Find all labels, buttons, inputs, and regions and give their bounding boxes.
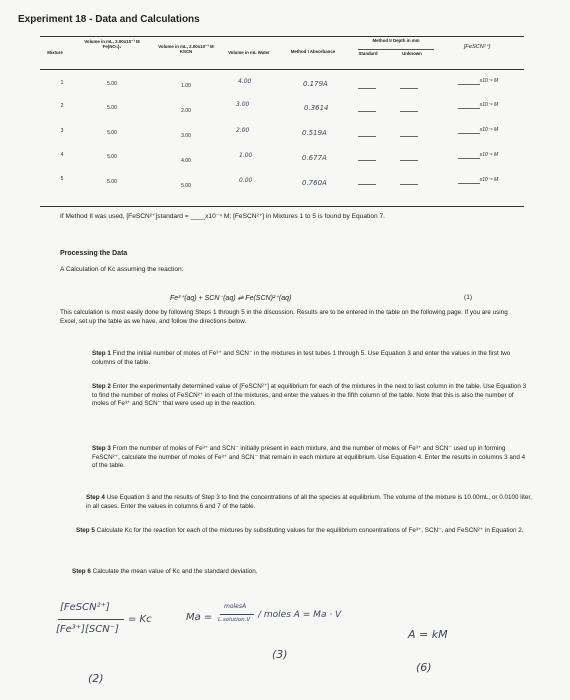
mixture-number: 5 bbox=[60, 176, 64, 182]
header-standard: Standard bbox=[358, 51, 378, 56]
kscn-volume-value: 4.00 bbox=[181, 158, 191, 164]
concentration-unit: x10⁻⁴ M bbox=[479, 102, 499, 108]
step-label: Step 6 bbox=[72, 568, 91, 575]
standard-blank bbox=[358, 88, 376, 89]
table-header-rule bbox=[40, 69, 524, 70]
unknown-blank bbox=[400, 111, 418, 112]
kc-denominator: [Fe³⁺][SCN⁻] bbox=[56, 624, 119, 635]
step-6 bbox=[72, 568, 532, 577]
kscn-volume-value: 2.00 bbox=[181, 108, 191, 114]
step-label: Step 2 bbox=[92, 383, 111, 390]
table-bottom-rule bbox=[40, 206, 524, 207]
concentration-unit: x10⁻⁴ M bbox=[479, 127, 499, 133]
header-kscn-volume: Volume in mL, 2.00x10⁻³ M KSCN bbox=[158, 44, 214, 55]
concentration-blank bbox=[458, 84, 480, 85]
kc-numerator: [FeSCN²⁺] bbox=[60, 602, 110, 613]
step-1 bbox=[92, 350, 532, 367]
fe-volume-value: 5.00 bbox=[107, 81, 117, 87]
step-text: Find the initial number of moles of Fe³⁺ and SCN⁻ in the mixtures in test tubes 1 through 5. Use Equation 3 and enter the values in the first two columns of the table. bbox=[92, 350, 511, 366]
concentration-blank bbox=[458, 133, 480, 134]
molarity-fraction-bar bbox=[220, 614, 254, 615]
beer-law: A = kM bbox=[408, 628, 448, 641]
intro-paragraph: This calculation is most easily done by following Steps 1 through 5 in the discussion. Results are to be entered in the table on the following page. If you are using Excel, set up the table as we have, and follow the directions below. bbox=[60, 309, 508, 325]
step-label: Step 1 bbox=[92, 350, 111, 357]
concentration-blank bbox=[458, 108, 480, 109]
header-method2: Method II Depth in mm bbox=[372, 38, 420, 43]
step-label: Step 5 bbox=[76, 527, 95, 534]
absorbance-value: 0.677A bbox=[302, 154, 327, 162]
equation-1-number: (1) bbox=[464, 294, 473, 301]
kscn-volume-value: 3.00 bbox=[181, 133, 191, 139]
concentration-blank bbox=[458, 183, 480, 184]
mixture-number: 4 bbox=[60, 152, 64, 158]
section-a-heading: A Calculation of Kc assuming the reaction: bbox=[60, 266, 184, 273]
concentration-unit: x10⁻⁴ M bbox=[479, 152, 499, 158]
unknown-blank bbox=[400, 88, 418, 89]
fe-volume-value: 5.00 bbox=[107, 154, 117, 160]
standard-blank bbox=[358, 136, 376, 137]
step-text: Calculate Kc for the reaction for each of the mixtures by substituting values for the equilibrium concentrations of Fe³⁺, SCN⁻, and FeSCN²⁺ in Equation 2. bbox=[96, 527, 524, 534]
equation-6-label: (6) bbox=[416, 661, 432, 674]
equation-2-label: (2) bbox=[88, 672, 104, 685]
absorbance-value: 0.179A bbox=[303, 80, 328, 88]
step-text: Enter the experimentally determined value of [FeSCN²⁺] at equilibrium for each of the mixtures in the next to last column in the table. Use Equation 3 to find the number of moles of FeSCN²⁺ in each of the mixtures, and enter the values in the fifth column of the table. Note that this is also the number of moles of Fe³⁺ and SCN⁻ that were used up in the reaction. bbox=[92, 383, 527, 408]
mixture-number: 3 bbox=[60, 128, 64, 134]
water-volume-value: 2.00 bbox=[236, 127, 250, 134]
kscn-volume-value: 5.00 bbox=[181, 183, 191, 189]
header-fe-volume: Volume in mL, 2.00x10⁻³ M Fe(NO₃)₃ bbox=[84, 39, 140, 50]
fe-volume-value: 5.00 bbox=[107, 105, 117, 111]
header-unknown: Unknown bbox=[402, 51, 422, 56]
equation-1: Fe³⁺(aq) + SCN⁻(aq) ⇌ Fe(SCN)²⁺(aq) bbox=[170, 295, 292, 302]
step-text: Use Equation 3 and the results of Step 3 to find the concentrations of all the species at equilibrium. The volume of the mixture is 10.00mL, or 0.0100 liter, in all cases. Enter the values in columns 6 and 7 of the table. bbox=[86, 494, 532, 510]
header-mixture: Mixture bbox=[47, 50, 63, 55]
molarity-numerator: molesA bbox=[224, 603, 247, 610]
concentration-unit: x10⁻⁴ M bbox=[479, 78, 499, 84]
step-text: From the number of moles of Fe³⁺ and SCN⁻ initially present in each mixture, and the number of moles of Fe³⁺ and SCN⁻ used up in forming FeSCN²⁺, calculate the number of moles of Fe³⁺ and SCN⁻ that remain in each mixture at equilibrium. Use Equation 4. Enter the results in columns 3 and 4 of the table. bbox=[92, 445, 526, 470]
step-label: Step 4 bbox=[86, 494, 105, 501]
table-top-rule bbox=[40, 36, 524, 37]
method2-note: If Method II was used, [FeSCN²⁺]standard = ____x10⁻⁴ M; [FeSCN²⁺] in Mixtures 1 to 5 is found by Equation 7. bbox=[60, 213, 385, 220]
concentration-blank bbox=[458, 158, 480, 159]
absorbance-value: 0.519A bbox=[302, 129, 327, 137]
standard-blank bbox=[358, 160, 376, 161]
absorbance-value: 0.3614 bbox=[304, 104, 329, 112]
mixture-number: 1 bbox=[60, 80, 64, 86]
header-water-volume: Volume in mL Water bbox=[228, 50, 270, 55]
equation-3-label: (3) bbox=[272, 648, 288, 661]
water-volume-value: 3.00 bbox=[236, 101, 250, 108]
molarity-denominator: L.solution.V bbox=[218, 617, 251, 623]
moles-equation: / moles A = Ma · V bbox=[258, 610, 342, 620]
water-volume-value: 4.00 bbox=[238, 78, 252, 85]
fe-volume-value: 5.00 bbox=[107, 130, 117, 136]
water-volume-value: 0.00 bbox=[239, 177, 253, 184]
header-concentration: [FeSCN²⁺] bbox=[463, 44, 491, 50]
step-3 bbox=[92, 445, 532, 471]
unknown-blank bbox=[400, 136, 418, 137]
step-label: Step 3 bbox=[92, 445, 111, 452]
standard-blank bbox=[358, 111, 376, 112]
step-2 bbox=[92, 383, 532, 409]
method2-subrule bbox=[358, 49, 434, 50]
kscn-volume-value: 1.00 bbox=[181, 83, 191, 89]
step-4 bbox=[86, 494, 532, 511]
page-title: Experiment 18 - Data and Calculations bbox=[18, 14, 200, 25]
kc-result: = Kc bbox=[128, 614, 152, 625]
fe-volume-value: 5.00 bbox=[107, 179, 117, 185]
unknown-blank bbox=[400, 160, 418, 161]
molarity-lhs: Ma = bbox=[186, 612, 213, 623]
kc-fraction-bar bbox=[58, 619, 124, 620]
header-absorbance: Method I Absorbance bbox=[290, 49, 336, 54]
concentration-unit: x10⁻⁴ M bbox=[479, 177, 499, 183]
mixture-number: 2 bbox=[60, 103, 64, 109]
water-volume-value: 1.00 bbox=[239, 152, 253, 159]
standard-blank bbox=[358, 184, 376, 185]
unknown-blank bbox=[400, 184, 418, 185]
absorbance-value: 0.760A bbox=[302, 179, 327, 187]
step-text: Calculate the mean value of Kc and the standard deviation. bbox=[92, 568, 258, 575]
step-5 bbox=[76, 527, 532, 536]
processing-heading: Processing the Data bbox=[60, 250, 128, 257]
